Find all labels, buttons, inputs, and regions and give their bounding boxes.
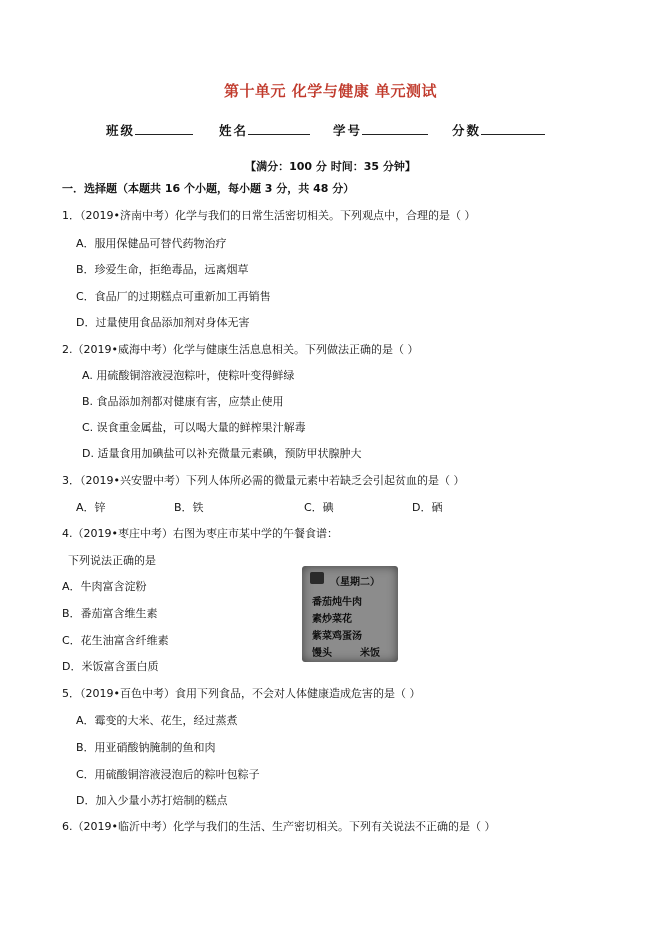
score-time-line: 【满分：100 分 时间：35 分钟】 (245, 160, 416, 173)
q5-option-a: A．霉变的大米、花生，经过蒸煮 (76, 714, 238, 727)
q1-option-d: D．过量使用食品添加剂对身体无害 (76, 316, 250, 329)
score-blank[interactable] (481, 122, 545, 135)
q4-option-c: C．花生油富含纤维素 (62, 634, 169, 647)
q4-option-b: B．番茄富含维生素 (62, 607, 158, 620)
question-2: 2.（2019•威海中考）化学与健康生活息息相关。下列做法正确的是（ ） (62, 343, 419, 356)
q5-option-b: B．用亚硝酸钠腌制的鱼和肉 (76, 741, 216, 754)
q4-subprompt: 下列说法正确的是 (68, 554, 156, 567)
name-field (219, 121, 310, 139)
menu-day: （星期二） (330, 577, 380, 588)
menu-line-3: 紫菜鸡蛋汤 (312, 631, 362, 642)
q4-option-d: D．米饭富含蛋白质 (62, 660, 159, 673)
q5-option-d: D．加入少量小苏打焙制的糕点 (76, 794, 228, 807)
q2-option-c: C. 误食重金属盐，可以喝大量的鲜榨果汁解毒 (82, 421, 306, 434)
question-3: 3．（2019•兴安盟中考）下列人体所必需的微量元素中若缺乏会引起贫血的是（ ） (62, 474, 465, 487)
page-title: 第十单元 化学与健康 单元测试 (224, 82, 437, 100)
question-6: 6.（2019•临沂中考）化学与我们的生活、生产密切相关。下列有关说法不正确的是（ ） (62, 820, 496, 833)
q3-option-c: C．碘 (304, 501, 334, 514)
id-label: 学号 (333, 123, 363, 138)
id-blank[interactable] (362, 122, 428, 135)
q1-option-a: A．服用保健品可替代药物治疗 (76, 237, 227, 250)
question-5: 5．（2019•百色中考）食用下列食品，不会对人体健康造成危害的是（ ） (62, 687, 421, 700)
q3-option-b: B．铁 (174, 501, 204, 514)
menu-line-1: 番茄炖牛肉 (312, 597, 362, 608)
q1-option-c: C．食品厂的过期糕点可重新加工再销售 (76, 290, 271, 303)
q4-option-a: A．牛肉富含淀粉 (62, 580, 147, 593)
menu-emblem-icon (310, 572, 324, 584)
class-blank[interactable] (135, 122, 193, 135)
question-4: 4.（2019•枣庄中考）右图为枣庄市某中学的午餐食谱： (62, 527, 338, 540)
class-label: 班级 (106, 123, 136, 138)
menu-line-2: 素炒菜花 (312, 614, 352, 625)
lunch-menu-photo (302, 566, 398, 662)
q5-option-c: C．用硫酸铜溶液浸泡后的粽叶包粽子 (76, 768, 260, 781)
id-field (333, 121, 428, 139)
section-heading: 一．选择题（本题共 16 个小题，每小题 3 分，共 48 分） (62, 182, 355, 195)
menu-line-4a: 馒头 (312, 648, 332, 659)
name-label: 姓名 (219, 123, 249, 138)
name-blank[interactable] (248, 122, 310, 135)
q3-option-d: D．硒 (412, 501, 443, 514)
question-1: 1．（2019•济南中考）化学与我们的日常生活密切相关。下列观点中，合理的是（ ） (62, 209, 476, 222)
q2-option-b: B. 食品添加剂都对健康有害，应禁止使用 (82, 395, 284, 408)
score-field (452, 121, 545, 139)
menu-line-4b: 米饭 (360, 648, 380, 659)
q3-options (76, 499, 476, 513)
class-field (106, 121, 193, 139)
q2-option-a: A. 用硫酸铜溶液浸泡粽叶，使粽叶变得鲜绿 (82, 369, 295, 382)
q1-option-b: B．珍爱生命，拒绝毒品，远离烟草 (76, 263, 249, 276)
q3-option-a: A．锌 (76, 501, 106, 514)
q2-option-d: D. 适量食用加碘盐可以补充微量元素碘，预防甲状腺肿大 (82, 447, 362, 460)
score-label: 分数 (452, 123, 482, 138)
